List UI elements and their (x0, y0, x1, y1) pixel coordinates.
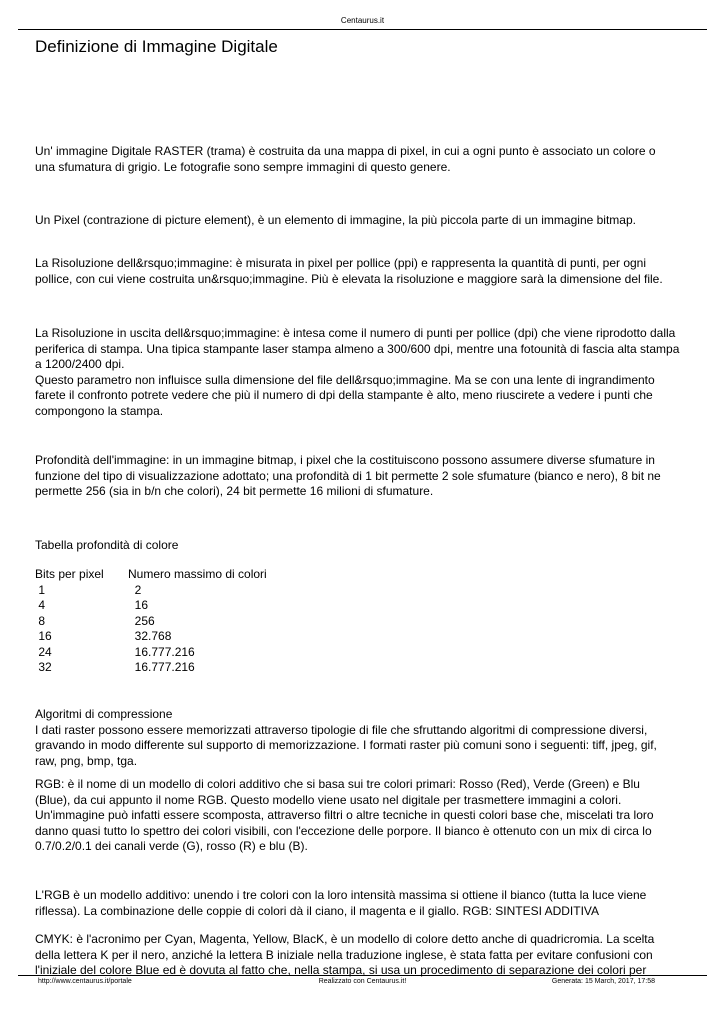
paragraph-compression: Algoritmi di compressione I dati raster possono essere memorizzati attraverso tipologie di file che sfruttando algoritmi di compressione diversi, gravando in modo differente sul supporto di memorizzazione. I formati raster più comuni sono i seguenti: tiff, jpeg, gif, raw, png, bmp, tga. (35, 707, 657, 768)
table-cell: 16.777.216 (128, 644, 195, 659)
page-title: Definizione di Immagine Digitale (35, 37, 278, 56)
table-cell: 32 (35, 660, 52, 674)
header-divider (18, 29, 707, 30)
footer-divider (18, 975, 707, 976)
table-cell: 16 (128, 598, 149, 612)
paragraph-pixel-definition: Un Pixel (contrazione di picture element), è un elemento di immagine, la più piccola parte di un immagine bitmap. (35, 213, 636, 227)
footer-url-link[interactable]: http://www.centaurus.it/portale (38, 978, 132, 985)
table-row (35, 583, 267, 599)
site-header: Centaurus.it (340, 16, 385, 25)
table-row (35, 645, 267, 661)
paragraph-output-resolution: La Risoluzione in uscita dell&rsquo;immagine: è intesa come il numero di punti per pollice (dpi) che viene riprodotto dalla periferica di stampa. Una tipica stampante laser stampa almeno a 300/600 dpi, mentre una fotounità di fascia alta stampa a 1200/2400 dpi. Questo parametro non influisce sulla dimensione del file dell&rsquo;immagine. Ma se con una lente di ingrandimento farete il confronto potrete vedere che più il numero di dpi della stampante è alto, meno riuscirete a vedere i punti che compongono la stampa. (35, 326, 680, 418)
paragraph-cmyk: CMYK: è l'acronimo per Cyan, Magenta, Yellow, BlacK, è un modello di colore detto anche di quadricromia. La scelta della lettera K per il nero, anziché la lettera B iniziale nella traduzione inglese, è stata fatta per evitare confusioni con l'iniziale del colore Blue ed è dovuta al fatto che, nella stampa, si usa un procedimento di separazione dei colori per (35, 932, 655, 977)
paragraph-raster-definition: Un' immagine Digitale RASTER (trama) è costruita da una mappa di pixel, in cui a ogni punto è associato un colore o una sfumatura di grigio. Le fotografie sono sempre immagini di questo genere. (35, 144, 656, 174)
table-cell: 16.777.216 (128, 660, 195, 674)
paragraph-image-depth: Profondità dell'immagine: in un immagine bitmap, i pixel che la costituiscono possono assumere diverse sfumature in funzione del tipo di visualizzazione adottato; una profondità di 1 bit permette 2 sole sfumature (bianco e nero), 8 bit ne permette 256 (sia in b/n che colori), 24 bit permette 16 milioni di sfumature. (35, 453, 661, 498)
table-header-cell: Bits per pixel (35, 567, 104, 581)
table-row (35, 660, 267, 676)
color-table-title: Tabella profondità di colore (35, 538, 179, 552)
color-depth-table (35, 567, 267, 676)
table-header-row (35, 567, 267, 583)
footer-credit: Realizzato con Centaurus.it! (318, 978, 407, 985)
table-cell: 8 (35, 613, 46, 628)
paragraph-additive-synthesis: L'RGB è un modello additivo: unendo i tre colori con la loro intensità massima si ottiene il bianco (tutta la luce viene riflessa). La combinazione delle coppie di colori dà il ciano, il magenta e il giallo. RGB: SINTESI ADDITIVA (35, 888, 647, 918)
table-row (35, 598, 267, 614)
table-row (35, 614, 267, 630)
table-cell: 2 (128, 582, 142, 597)
paragraph-rgb-model: RGB: è il nome di un modello di colori additivo che si basa sui tre colori primari: Rosso (Red), Verde (Green) e Blu (Blue), da cui appunto il nome RGB. Questo modello viene usato nel digitale per trasmettere immagini a colori. Un'immagine può infatti essere scomposta, attraverso filtri o altre tecniche in questi colori base che, miscelati tra loro danno quasi tutto lo spettro dei colori visibili, con l'eccezione delle porpore. Il bianco è ottenuto con un mix di circa lo 0.7/0.2/0.1 dei canali verde (G), rosso (R) e blu (B). (35, 777, 654, 853)
table-cell: 16 (35, 629, 52, 643)
table-cell: 32.768 (128, 629, 172, 643)
footer-generated-date: Generata: 15 March, 2017, 17:58 (551, 978, 655, 985)
table-cell: 4 (35, 598, 46, 612)
table-cell: 256 (128, 613, 155, 628)
table-cell: 24 (35, 644, 52, 659)
table-row (35, 629, 267, 645)
table-cell: 1 (35, 582, 46, 597)
paragraph-image-resolution: La Risoluzione dell&rsquo;immagine: è misurata in pixel per pollice (ppi) e rappresenta la quantità di punti, per ogni pollice, con cui viene costruita un&rsquo;immagine. Più è elevata la risoluzione e maggiore sarà la dimensione del file. (35, 256, 663, 286)
table-header-cell: Numero massimo di colori (128, 567, 267, 581)
